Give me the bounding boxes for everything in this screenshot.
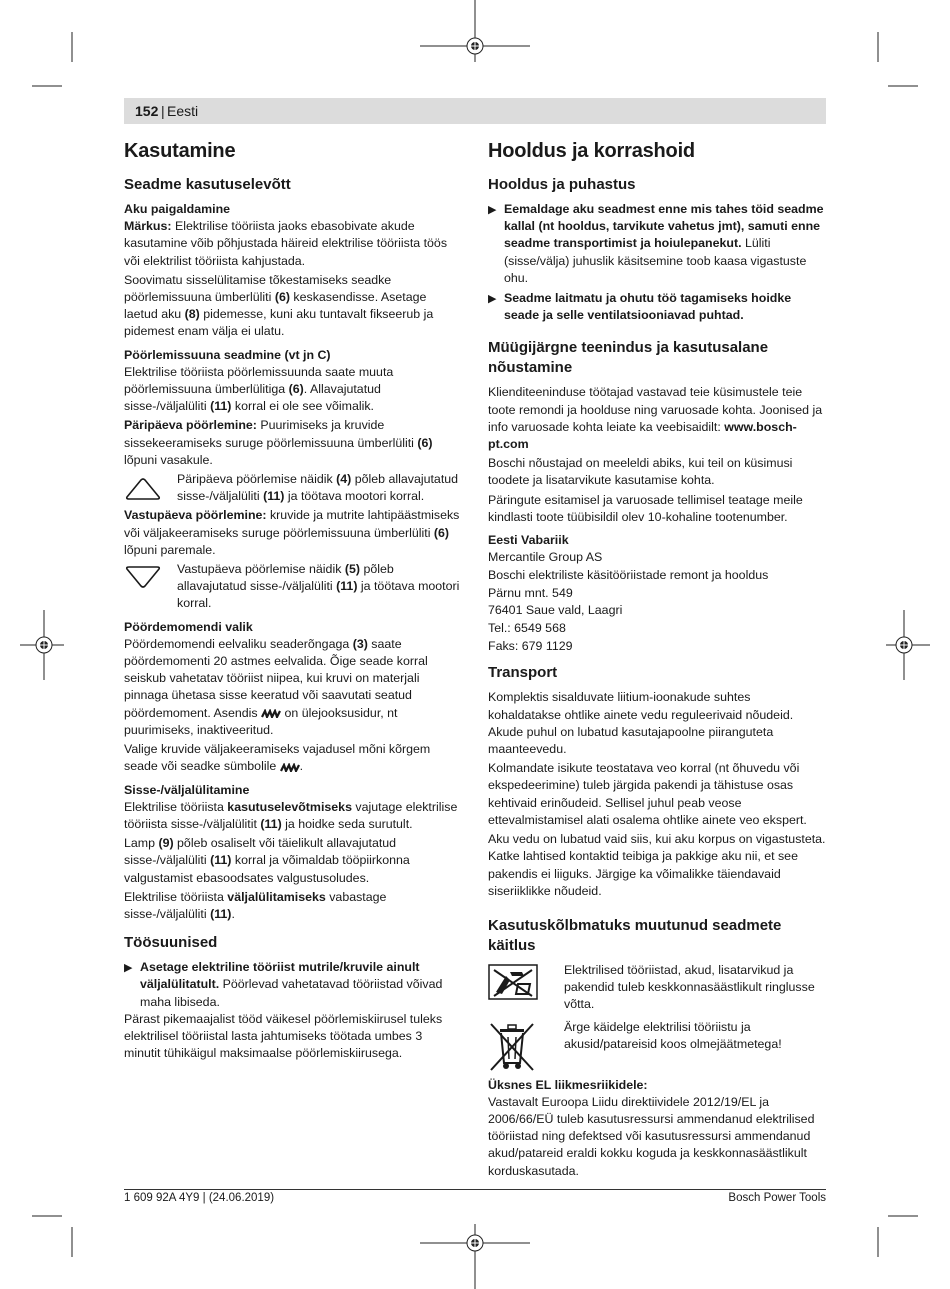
heading-kaitlus: Kasutuskõlbmatuks muutunud seadmete käitlus	[488, 916, 782, 954]
heading-poorlemissuund: Pöörlemissuuna seadmine (vt jn C)	[124, 347, 331, 362]
website-link[interactable]: www.bosch-pt.com	[488, 419, 797, 452]
switch-off-paragraph: Elektrilise tööriista väljalülitamiseks vabastage sisse-/väljalüliti (11).	[124, 889, 387, 921]
counterclockwise-indicator-row: Vastupäeva pöörlemise näidik (5) põleb allavajutatud sisse-/väljalüliti (11) ja töötava mootori korral.	[124, 561, 460, 615]
service-paragraph-1: Klienditeeninduse töötajad vastavad teie küsimustele teie toote remondi ja hoolduse ning varuosade kohta. Joonised ja info varuosade kohta leiate ka veebisaidilt: www.bosch-pt.com	[488, 385, 823, 452]
service-paragraph-2: Boschi nõustajad on meeleldi abiks, kui teil on küsimusi toodete ja lisatarvikute kasutamise kohta.	[488, 456, 793, 488]
note-paragraph: Märkus: Elektrilise tööriista jaoks ebasobivate akude kasutamine võib põhjustada häireid elektrilise tööriista töös või elektrilist tööriista kahjustada.	[124, 219, 448, 268]
counterclockwise-paragraph: Vastupäeva pöörlemine: kruvide ja mutrite lahtipäästmiseks või väljakeeramiseks suruge pöörlemissuuna ümberlüliti (6) lõpuni paremale.	[124, 508, 460, 557]
transport-paragraph-2: Kolmandate isikute teostatava veo korral (nt õhuvedu või ekspedeerimine) tuleb järgida pakendi ja tähistuse osas kehtivaid erinõudeid. Sellisel juhul peab veose ettevalmistamisel alati osalema ohtlike ainete veo ekspert.	[488, 761, 807, 827]
heading-kasutuselevott: Seadme kasutuselevõtt	[124, 176, 291, 193]
drill-symbol-icon	[261, 709, 281, 718]
address-line: Faks: 679 1129	[488, 638, 573, 653]
right-column	[488, 138, 826, 1182]
clockwise-indicator-icon	[124, 475, 162, 501]
address-line: Pärnu mnt. 549	[488, 585, 573, 600]
transport-paragraph-3: Aku vedu on lubatud vaid siis, kui aku korpus on vigastusteta. Katke lahtised kontaktid teibiga ja pakkige aku nii, et see pakendis ei liiguks. Järgige ka võimalikke täiendavaid siseriiklikke nõudeid.	[488, 832, 826, 898]
torque-paragraph: Pöördemomendi eelvaliku seaderõngaga (3) saate pöördemomenti 20 astmes eelvalida. Õige seade korral seiskub vahetatav tööriist niipea, kui kruvi on materjali pinnaga ühetasa sisse keeratud või saavutati seatud pöördemoment. Asendis on ülejooksusidur, nt puurimiseks, inaktiveeritud.	[124, 636, 428, 737]
work-tip-bullet: ▶ Asetage elektriline tööriist mutrile/kruvile ainult väljalülitatult. Pöörlevad vahetatavad tööriistad võivad maha libiseda.	[124, 959, 460, 1011]
transport-paragraph-1: Komplektis sisalduvate liitium-ioonakude suhtes kohaldatakse ohtlike ainete vedu reguleerivaid nõudeid. Akude puhul on lubatud kasutajapoolne piiranguteta maanteevedu.	[488, 690, 794, 757]
heading-poordemoment: Pöördemomendi valik	[124, 619, 253, 634]
eu-paragraph: Vastavalt Euroopa Liidu direktiividele 2012/19/EL ja 2006/66/EÜ tuleb kasutusressursi ammendanud elektrilised tööriistad ning defektsed või kasutusressursi ammendanud akud/patareid eraldi kokku koguda ja keskkonnasäästlikult korduskasutada.	[488, 1094, 815, 1178]
recycling-tools-icon	[488, 964, 538, 1000]
heading-hooldus-puhastus: Hooldus ja puhastus	[488, 176, 636, 193]
counterclockwise-indicator-icon	[124, 565, 162, 591]
aku-paragraph: Soovimatu sisselülitamise tõkestamiseks seadke pöörlemissuuna ümberlüliti (6) keskasendisse. Asetage laetud aku (8) pidemesse, kuni aku tuntavalt fikseerub ja pidemest enam välja ei ulatu.	[124, 272, 434, 339]
clockwise-paragraph: Päripäeva pöörlemine: Puurimiseks ja kruvide sissekeeramiseks suruge pöörlemissuuna ümberlüliti (6) lõpuni vasakule.	[124, 418, 433, 467]
heading-toosuunised: Töösuunised	[124, 934, 218, 952]
weee-row: Ärge käidelge elektrilisi tööriistu ja akusid/patareisid koos olmejäätmetega!	[488, 1019, 826, 1073]
address-block	[488, 549, 826, 655]
footer-divider	[124, 1189, 826, 1190]
footer-doc-number: 1 609 92A 4Y9 | (24.06.2019)	[124, 1192, 275, 1204]
lamp-paragraph: Lamp (9) põleb osaliselt või täielikult allavajutatud sisse-/väljalüliti (11) korral ja võimaldab tööpiirkonna valgustamist ebasoodsates valgustusoludes.	[124, 836, 410, 885]
heading-teenindus: Müügijärgne teenindus ja kasutusalane nõustamine	[488, 339, 769, 377]
address-line: 76401 Saue vald, Laagri	[488, 603, 623, 618]
heading-eu-members: Üksnes EL liikmesriikidele:	[488, 1077, 648, 1092]
drill-symbol-icon-2	[280, 763, 300, 772]
maintenance-bullet-2: ▶ Seadme laitmatu ja ohutu töö tagamiseks hoidke seade ja selle ventilatsiooniavad puhtad.	[488, 290, 826, 324]
heading-eesti-vabariik: Eesti Vabariik	[488, 533, 569, 548]
page-number: 152	[135, 103, 159, 119]
left-column	[124, 138, 460, 1064]
service-paragraph-3: Päringute esitamisel ja varuosade tellimisel teatage meile kindlasti toote tüübisildil olev 10-kohaline tootenumber.	[488, 492, 803, 524]
section-title-hooldus: Hooldus ja korrashoid	[488, 140, 695, 162]
torque-paragraph-2: Valige kruvide väljakeeramiseks vajadusel mõni kõrgem seade või seadke sümbolile .	[124, 742, 431, 774]
header-separator: |	[161, 103, 165, 119]
address-line: Mercantile Group AS	[488, 550, 603, 565]
header-language: Eesti	[167, 103, 199, 119]
clockwise-indicator-row: Päripäeva pöörlemise näidik (4) põleb allavajutatud sisse-/väljalüliti (11) ja töötava mootori korral.	[124, 471, 460, 507]
footer-brand: Bosch Power Tools	[728, 1192, 826, 1204]
address-line: Boschi elektriliste käsitööriistade remont ja hooldus	[488, 567, 769, 582]
heading-transport: Transport	[488, 664, 558, 682]
page-header	[124, 98, 826, 124]
section-title-kasutamine: Kasutamine	[124, 140, 236, 162]
bullet-arrow-icon: ▶	[488, 293, 497, 306]
address-line: Tel.: 6549 568	[488, 621, 566, 636]
heading-aku-paigaldamine: Aku paigaldamine	[124, 202, 231, 216]
cooling-paragraph: Pärast pikemaajalist tööd väikesel pöörlemiskiirusel tuleks elektrilisel tööriistal lasta jahtumiseks töötada umbes 3 minutit tühikäigul maksimaalse pöörlemiskiirusega.	[124, 1011, 443, 1061]
recycle-row: Elektrilised tööriistad, akud, lisatarvikud ja pakendid tuleb keskkonnasäästlikult ringlusse võtta.	[488, 962, 826, 1016]
crossed-bin-icon	[488, 1021, 536, 1073]
bullet-arrow-icon: ▶	[124, 962, 133, 975]
bullet-arrow-icon: ▶	[488, 204, 497, 216]
maintenance-bullet-1: ▶ Eemaldage aku seadmest enne mis tahes töid seadme kallal (nt hooldus, tarvikute vahetus jmt), samuti enne seadme transportimist ja hoiulepanekut. Lüliti (sisse/välja) juhuslik käsitsemine toob kaasa vigastuste ohu.	[488, 201, 826, 287]
switch-on-paragraph: Elektrilise tööriista kasutuselevõtmiseks vajutage elektrilise tööriista sisse-/väljalülitit (11) ja hoidke seda surutult.	[124, 799, 458, 831]
direction-paragraph: Elektrilise tööriista pöörlemissuunda saate muuta pöörlemissuuna ümberlülitiga (6). Allavajutatud sisse-/väljalüliti (11) korral ei ole see võimalik.	[124, 364, 394, 414]
heading-sisse-valjalulitamine: Sisse-/väljalülitamine	[124, 782, 250, 797]
